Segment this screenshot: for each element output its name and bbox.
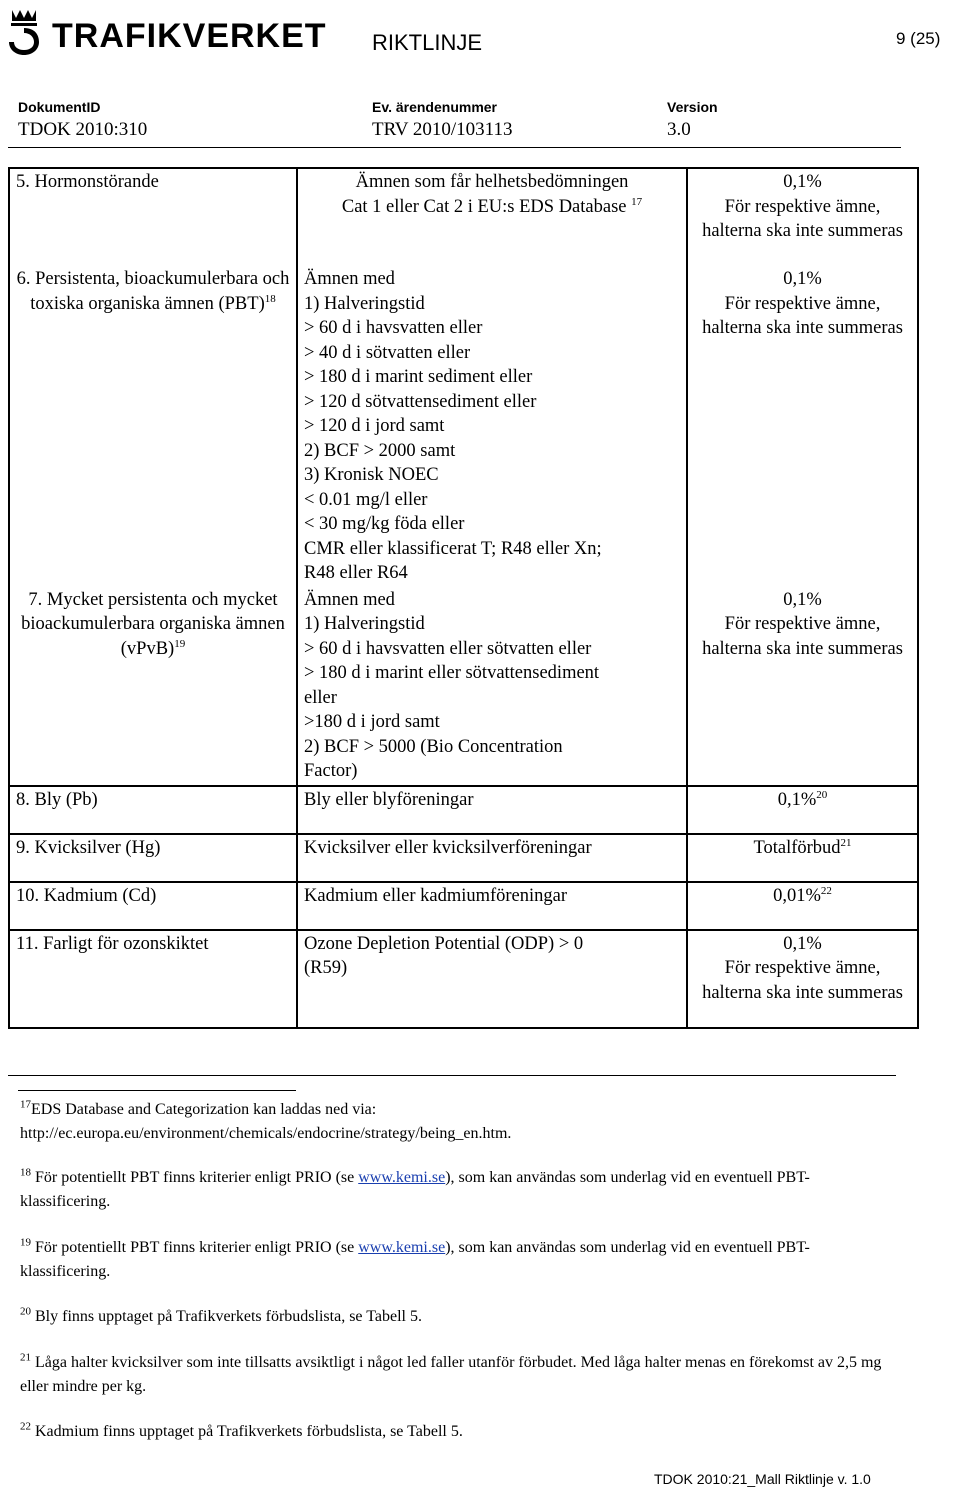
category-cell: 10. Kadmium (Cd) [9, 882, 297, 930]
limit-cell [687, 168, 918, 266]
category-cell: 8. Bly (Pb) [9, 786, 297, 834]
criteria-line: Ämnen som får helhetsbedömningen [355, 172, 629, 192]
limit-note: För respektive ämne, halterna ska inte summeras [702, 958, 903, 1003]
category-label: 5. Hormonstörande [16, 172, 159, 192]
criteria-cell: Kadmium eller kadmiumföreningar [297, 882, 687, 930]
table-row [9, 266, 918, 587]
category-cell: 9. Kvicksilver (Hg) [9, 834, 297, 882]
category-cell [9, 168, 297, 266]
limit-note: För respektive ämne, halterna ska inte summeras [702, 293, 903, 338]
footnote-number: 19 [20, 1236, 31, 1249]
brand-name: TRAFIKVERKET [52, 17, 327, 55]
footnote-number: 21 [20, 1351, 31, 1364]
table-row [9, 882, 918, 930]
footnote [20, 1420, 900, 1444]
category-cell [9, 266, 297, 587]
category-cell [9, 587, 297, 786]
footnote-number: 20 [20, 1305, 31, 1318]
category-label: 7. Mycket persistenta och mycket bioackumulerbara organiska ämnen (vPvB) [21, 589, 285, 659]
kemi-link[interactable]: www.kemi.se [358, 1239, 446, 1256]
limit-cell [687, 786, 918, 834]
limit-cell [687, 266, 918, 587]
table-row [9, 930, 918, 1028]
footnote-text: Låga halter kvicksilver som inte tillsatts avsiktligt i något led faller utanför förbudet. Med låga halter menas en förekomst av 2,5 mg eller mindre per kg. [20, 1354, 882, 1395]
template-code: TDOK 2010:21_Mall Riktlinje v. 1.0 [654, 1471, 871, 1487]
document-id: TDOK 2010:310 [18, 119, 148, 140]
table-row [9, 587, 918, 786]
limit-value: 0,1% [783, 269, 822, 289]
footnote-text: ), som kan användas som underlag vid en eventuell PBT-klassificering. [20, 1169, 810, 1210]
footnote-ref: 19 [174, 637, 186, 650]
limit-cell [687, 930, 918, 1028]
footnote [20, 1351, 900, 1399]
footnote-text: EDS Database and Categorization kan laddas ned via: [31, 1101, 377, 1118]
criteria-cell: Ozone Depletion Potential (ODP) > 0 (R59) [297, 930, 687, 1028]
footnote-number: 22 [20, 1420, 31, 1433]
criteria-cell: Kvicksilver eller kvicksilverföreningar [297, 834, 687, 882]
limit-note: För respektive ämne, halterna ska inte summeras [702, 614, 903, 659]
version-label: Version [667, 99, 718, 115]
footnote-text: Kadmium finns upptaget på Trafikverkets förbudslista, se Tabell 5. [35, 1423, 463, 1440]
table-row [9, 786, 918, 834]
footnote-ref: 21 [840, 836, 852, 849]
header-divider [8, 147, 901, 148]
footnote [20, 1166, 900, 1214]
limit-value: 0,1% [783, 933, 822, 954]
footnote-text: För potentiellt PBT finns kriterier enligt PRIO (se [35, 1239, 359, 1256]
footnote-url: http://ec.europa.eu/environment/chemicals/endocrine/strategy/being_en.htm. [20, 1125, 512, 1142]
footnote-number: 17 [20, 1098, 31, 1111]
category-label: 6. Persistenta, bioackumulerbara och toxiska organiska ämnen (PBT) [16, 269, 290, 314]
limit-value: 0,1% [777, 789, 817, 810]
footnote-separator [18, 1090, 296, 1091]
footnote [20, 1305, 900, 1329]
footnote-ref: 20 [816, 788, 828, 801]
criteria-cell: Ämnen med 1) Halveringstid > 60 d i havsvatten eller sötvatten eller > 180 d i marint eller sötvattensediment eller >180 d i jord samt 2) BCF > 5000 (Bio Concentration Factor) [297, 587, 687, 786]
document-type: RIKTLINJE [372, 30, 483, 55]
limit-cell [687, 882, 918, 930]
trafikverket-crown-logo-icon [4, 4, 44, 56]
footnote-ref: 18 [264, 292, 276, 305]
footnote-text: ), som kan användas som underlag vid en eventuell PBT-klassificering. [20, 1239, 810, 1280]
table-row [9, 834, 918, 882]
table-row [9, 168, 918, 266]
footnote-text: För potentiellt PBT finns kriterier enligt PRIO (se [35, 1169, 359, 1186]
footnote [20, 1236, 900, 1284]
criteria-cell: Ämnen med 1) Halveringstid > 60 d i havsvatten eller > 40 d i sötvatten eller > 180 d i marint sediment eller > 120 d sötvattensediment eller > 120 d i jord samt 2) BCF > 2000 samt 3) Kronisk NOEC < 0.01 mg/l eller < 30 mg/kg föda eller CMR eller klassificerat T; R48 eller Xn; R48 eller R64 [297, 266, 687, 587]
case-number: TRV 2010/103113 [372, 119, 513, 140]
footnote-text: Bly finns upptaget på Trafikverkets förbudslista, se Tabell 5. [35, 1308, 422, 1325]
limit-value: Totalförbud [753, 837, 841, 858]
footnote-number: 18 [20, 1166, 31, 1179]
footnote [20, 1098, 900, 1146]
criteria-cell [297, 168, 687, 266]
criteria-line: Cat 1 eller Cat 2 i EU:s EDS Database [341, 196, 627, 217]
footnote-ref: 17 [631, 195, 643, 208]
document-id-label: DokumentID [18, 99, 101, 115]
page-number: 9 (25) [896, 29, 941, 48]
case-number-label: Ev. ärendenummer [372, 99, 498, 115]
category-cell: 11. Farligt för ozonskiktet [9, 930, 297, 1028]
limit-cell [687, 834, 918, 882]
substance-criteria-table [8, 167, 919, 1029]
footnote-divider [8, 1075, 896, 1076]
version-number: 3.0 [667, 119, 691, 140]
criteria-cell: Bly eller blyföreningar [297, 786, 687, 834]
footnote-ref: 22 [820, 884, 832, 897]
limit-value: 0,1% [783, 172, 822, 192]
kemi-link[interactable]: www.kemi.se [358, 1169, 446, 1186]
limit-note: För respektive ämne, halterna ska inte summeras [702, 196, 903, 241]
limit-cell [687, 587, 918, 786]
limit-value: 0,01% [773, 885, 821, 906]
limit-value: 0,1% [783, 589, 822, 610]
